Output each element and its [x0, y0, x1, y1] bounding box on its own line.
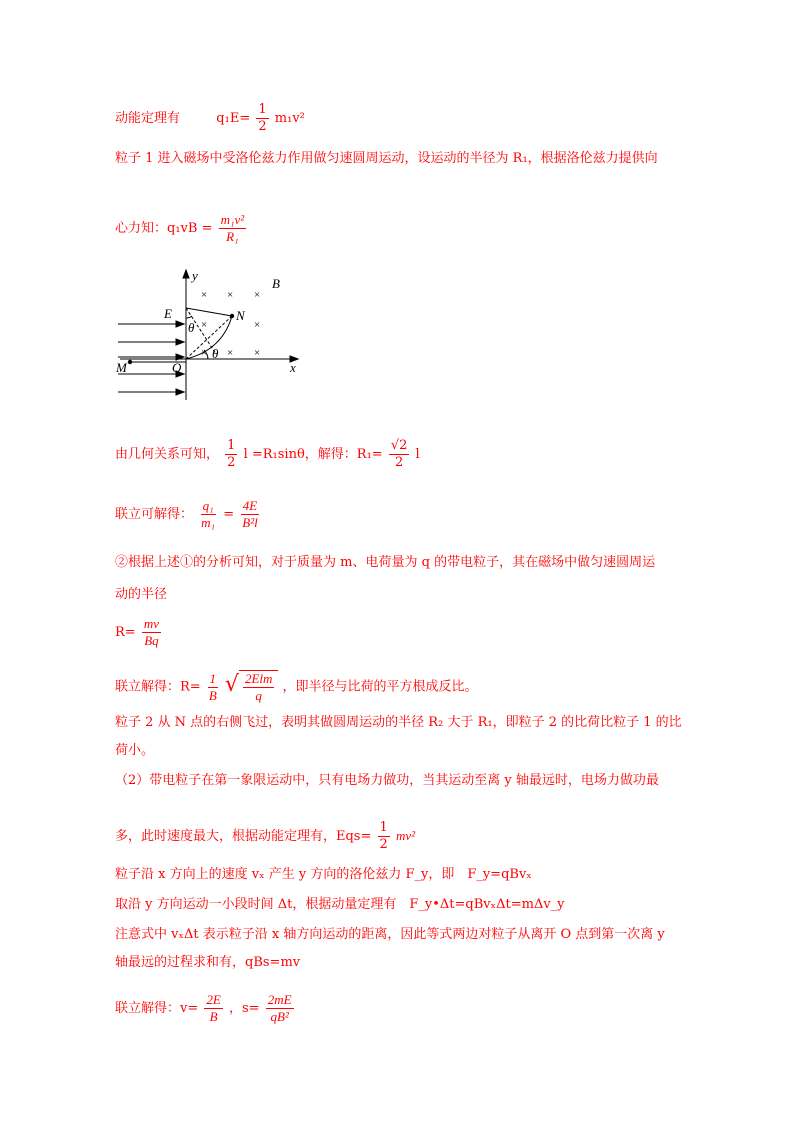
angle-arc-e: [186, 316, 192, 318]
line-centripetal-force: 心力知：q₁vB = $\frac{\text{m₁v²}}{\text{R₁}}$: [115, 212, 245, 244]
sqrt-expression: √ $\frac{\text{2Elm}}{q}$: [225, 670, 278, 704]
field-cross: ×: [201, 289, 208, 301]
line-lorentz-force: 粒子沿 x 方向上的速度 vₓ 产生 y 方向的洛伦兹力 F_y，即 F_y=qBvₓ: [115, 867, 532, 882]
m-label: M: [116, 360, 127, 375]
x-label: x: [290, 360, 296, 375]
point-m: [128, 360, 132, 364]
fraction-4E-over-B2l: $\frac{4E}{\text{B²l}}$: [242, 498, 258, 530]
theta-label-o: θ: [212, 346, 219, 361]
radius-line-en: [186, 308, 232, 316]
theta-label-e: θ: [188, 320, 195, 335]
y-axis-arrow: [183, 270, 189, 278]
line-radius-formula: R= $\frac{mv}{Bq}$: [115, 616, 159, 648]
fraction-1-over-B: $\frac{1}{B}$: [208, 670, 217, 703]
field-cross: ×: [201, 319, 208, 331]
line-geometry-relation: 由几何关系可知， $\frac{1}{2}$ l =R₁sinθ，解得：R₁= $\frac{√2}{2}$ l: [115, 438, 420, 470]
field-cross: ×: [201, 347, 208, 359]
fraction-half: $\frac{1}{2}$: [258, 102, 267, 134]
line-part2-intro: （2）带电粒子在第一象限运动中，只有电场力做功，当其运动至离 y 轴最远时，电场力做功最: [115, 773, 659, 788]
fraction-q1-over-m1: $\frac{\text{q₁}}{\text{m₁}}$: [201, 498, 216, 530]
e-label: E: [164, 306, 172, 321]
line-max-speed: 多，此时速度最大，根据动能定理有，Eqs= $\frac{1}{2}$ mv²: [115, 820, 416, 852]
line-particle2-comparison-cont: 荷小。: [115, 743, 155, 758]
fraction-half: $\frac{1}{2}$: [379, 820, 388, 852]
magnetic-field-diagram: [112, 268, 312, 408]
fraction-half: $\frac{1}{2}$: [227, 438, 236, 470]
line-summation: 轴最远的过程求和有，qBs=mv: [115, 955, 301, 970]
fraction-mv2-over-R1: $\frac{\text{m₁v²}}{\text{R₁}}$: [220, 212, 245, 244]
line-particle2-comparison: 粒子 2 从 N 点的右侧飞过，表明其做圆周运动的半径 R₂ 大于 R₁，即粒子 2 的比荷比粒子 1 的比: [115, 715, 682, 730]
line-radius-label: 动的半径: [115, 587, 168, 602]
field-cross: ×: [254, 319, 261, 331]
line-particle1-circular-motion: 粒子 1 进入磁场中受洛伦兹力作用做匀速圆周运动，设运动的半径为 R₁，根据洛伦兹力提供向: [115, 151, 658, 166]
fraction-2mE-over-qB2: $\frac{2mE}{\text{qB²}}$: [267, 992, 292, 1024]
y-label: y: [192, 268, 198, 283]
point-n: [230, 314, 234, 318]
fraction-mv-over-Bq: $\frac{mv}{Bq}$: [143, 616, 159, 648]
line-momentum-theorem: 取沿 y 方向运动一小段时间 Δt，根据动量定理有 F_y•Δt=qBvₓΔt=mΔv_y: [115, 897, 565, 912]
b-label: B: [272, 276, 280, 291]
field-cross: ×: [227, 347, 234, 359]
fraction-sqrt2-over-2: $\frac{√2}{2}$: [390, 438, 408, 470]
line-final-result: 联立解得：v= $\frac{2E}{B}$ ，s= $\frac{2mE}{\text{qB²}}$: [115, 992, 292, 1024]
field-cross: ×: [254, 347, 261, 359]
line-charge-mass-ratio: 联立可解得： $\frac{\text{q₁}}{\text{m₁}}$ = $\frac{4E}{\text{B²l}}$: [115, 498, 258, 530]
line-kinetic-energy: 动能定理有 q₁E= $\frac{1}{2}$ m₁v²: [115, 102, 305, 134]
fraction-2Elm-over-q: $\frac{\text{2Elm}}{q}$: [244, 671, 273, 703]
o-label: O: [172, 360, 182, 375]
field-cross: ×: [227, 289, 234, 301]
line-note: 注意式中 vₓΔt 表示粒子沿 x 轴方向运动的距离，因此等式两边对粒子从离开 O 点到第一次离 y: [115, 927, 665, 942]
line-part2-analysis: ②根据上述①的分析可知，对于质量为 m、电荷量为 q 的带电粒子，其在磁场中做匀速圆周运: [115, 555, 656, 570]
fraction-2E-over-B: $\frac{2E}{B}$: [206, 992, 221, 1024]
n-label: N: [236, 308, 245, 323]
field-cross: ×: [254, 289, 261, 301]
line-radius-sqrt: 联立解得：R= $\frac{1}{B}$ √ $\frac{\text{2Elm}}{q}$ ，即半径与比荷的平方根成反比。: [115, 670, 478, 703]
